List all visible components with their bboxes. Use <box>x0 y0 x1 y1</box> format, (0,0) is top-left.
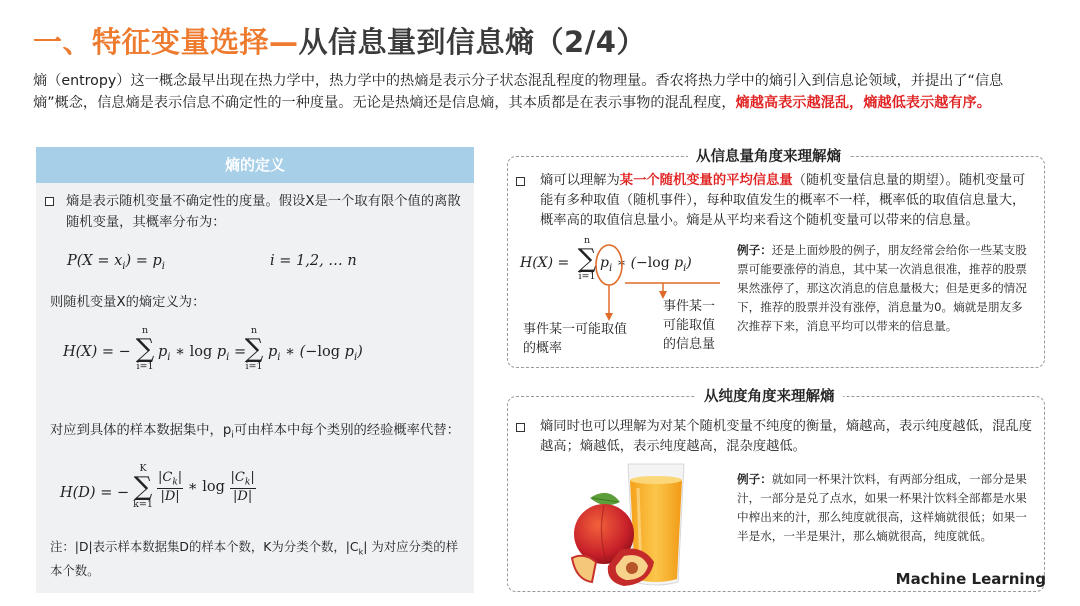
entropy-definition-header: 熵的定义 <box>36 147 474 183</box>
purity-example: 例子：就如同一杯果汁饮料，有两部分组成，一部分是果汁，一部分是兑了点水，如果一杯果汁饮料全部都是水果中榨出来的汁，那么纯度就很高，这样熵就很低；如果一半是水，一半是果汁，那么熵就很高，纯度就低。 <box>737 472 1027 543</box>
footer-brand: Machine Learning <box>895 570 1046 588</box>
info-formula-lhs: H(X) = <box>520 255 570 271</box>
dataset-entropy-lhs: H(D) = − <box>60 485 130 501</box>
dataset-entropy-rhs: $\frac{|C_k|}{|D|}$ ∗ log $\frac{|C_k|}{|D|}$ <box>158 470 255 504</box>
definition-text: 熵是表示随机变量不确定性的度量。假设X是一个取有限个值的离散随机变量，其概率分布为： <box>66 194 461 230</box>
bullet-square-icon <box>45 197 54 206</box>
formula-note: 注：|D|表示样本数据集D的样本个数，K为分类个数，$|C_k|$ 为对应分类的样本个数。 <box>50 539 459 579</box>
information-example: 例子：还是上面炒股的例子，朋友经常会给你一些某支股票可能要涨停的消息，其中某一次消息很准，推荐的股票果然涨停了，那这次消息的信息量极大；但是更多的情况下，推荐的股票并没有涨停，消息量为0。熵就是朋友多次推荐下来，消息平均可以带来的信息量。 <box>737 243 1027 333</box>
page-title: 一、特征变量选择—从信息量到信息熵（2/4） <box>33 25 646 59</box>
sum-symbol-1: n ∑ i=1 <box>135 325 155 372</box>
sum-symbol-3: K ∑ k=1 <box>133 463 153 510</box>
prob-annotation: 事件某一可能取值的概率 <box>523 322 628 356</box>
bullet-square-icon <box>516 177 525 186</box>
information-panel-header: 从信息量角度来理解熵 <box>688 145 849 166</box>
purity-text: 熵同时也可以理解为对某个随机变量不纯度的衡量，熵越高，表示纯度越低，混乱度越高；熵越低，表示纯度越高，混杂度越低。 <box>540 419 1032 454</box>
entropy-formula-rhs: $p_i$ ∗ (−log $p_i$) <box>268 344 363 363</box>
intro-paragraph: 熵（entropy）这一概念最早出现在热力学中，热力学中的热熵是表示分子状态混乱程度的物理量。香农将热力学中的熵引入到信息论领域，并提出了“信息熵”概念，信息熵是表示信息不确定性的一种度量。无论是热熵还是信息熵，其本质都是在表示事物的混乱程度，熵越高表示越混乱，熵越低表示越有序。 <box>33 73 1004 111</box>
empirical-text: 对应到具体的样本数据集中，$p_i$可由样本中每个类别的经验概率代替： <box>50 423 460 441</box>
bullet-square-icon <box>516 423 525 432</box>
index-range: i = 1,2, … n <box>270 253 357 269</box>
entropy-def-label: 则随机变量X的熵定义为： <box>50 295 206 310</box>
information-text: 熵可以理解为某一个随机变量的平均信息量（随机变量信息量的期望）。随机变量可能有多种取值（随机事件），每种取值发生的概率不一样，概率低的取值信息量大，概率高的取值信息量小。熵是从平均来看这个随机变量可以带来的信息量。 <box>540 173 1026 228</box>
sum-symbol-2: n ∑ i=1 <box>244 325 264 372</box>
info-formula-rhs: $p_i$ ∗ (−log $p_i$) <box>600 255 692 274</box>
info-annotation: 事件某一可能取值的信息量 <box>663 299 716 352</box>
juice-peach-image <box>562 458 730 590</box>
sum-symbol-4: n ∑ i=1 <box>577 235 597 282</box>
entropy-formula-mid: $p_i$ ∗ $\log p_i$ = <box>158 344 247 363</box>
purity-panel-header: 从纯度角度来理解熵 <box>696 385 843 406</box>
probability-formula: $P(X = x_i) = p_i$ <box>67 253 165 272</box>
intro-highlight: 熵越高表示越混乱，熵越低表示越有序 <box>735 95 977 111</box>
entropy-formula-lhs: H(X) = − <box>63 344 131 360</box>
